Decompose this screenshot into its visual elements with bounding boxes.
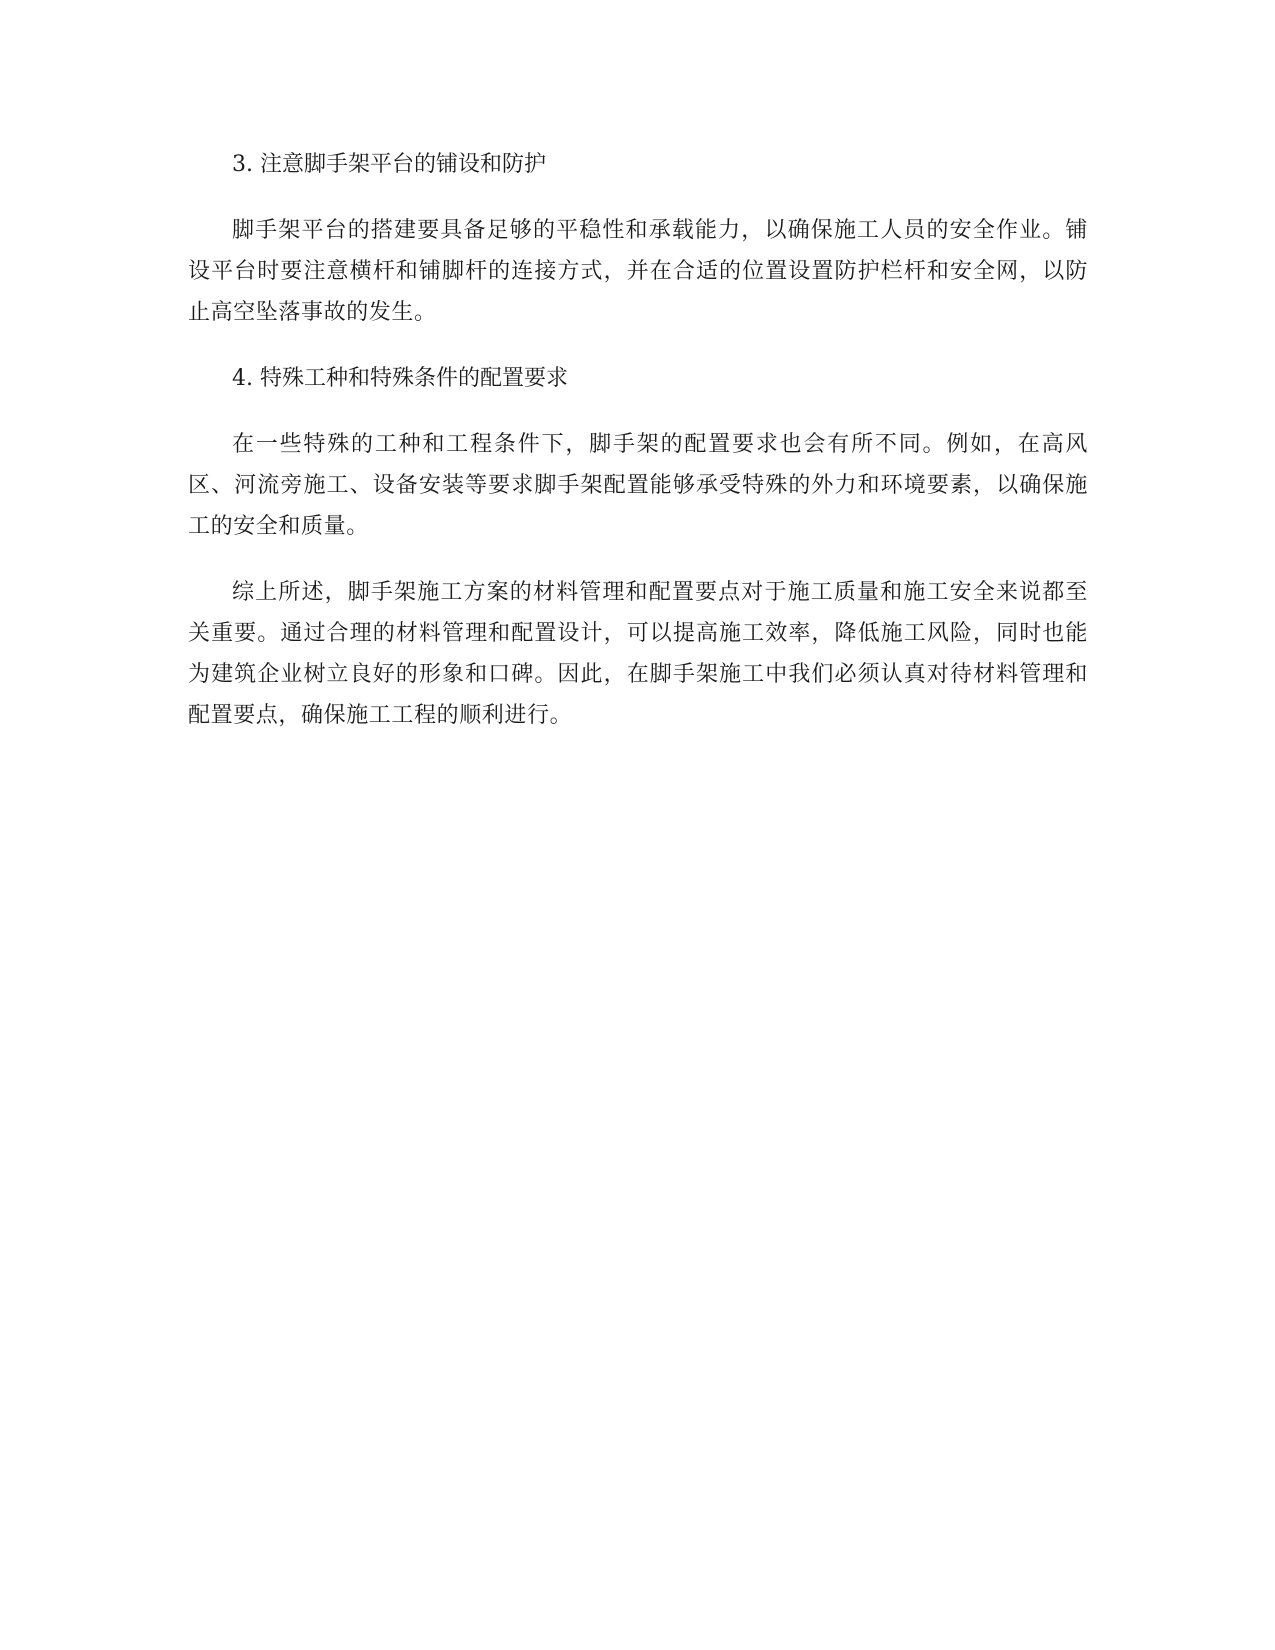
document-body <box>188 144 1088 761</box>
conclusion-paragraph: 综上所述，脚手架施工方案的材料管理和配置要点对于施工质量和施工安全来说都至关重要。通过合理的材料管理和配置设计，可以提高施工效率，降低施工风险，同时也能为建筑企业树立良好的形象和口碑。因此，在脚手架施工中我们必须认真对待材料管理和配置要点，确保施工工程的顺利进行。 <box>188 580 1088 728</box>
section-heading-4: 4. 特殊工种和特殊条件的配置要求 <box>232 366 568 391</box>
section-heading-3: 3. 注意脚手架平台的铺设和防护 <box>232 152 546 177</box>
section-paragraph-3: 脚手架平台的搭建要具备足够的平稳性和承载能力，以确保施工人员的安全作业。铺设平台时要注意横杆和铺脚杆的连接方式，并在合适的位置设置防护栏杆和安全网，以防止高空坠落事故的发生。 <box>188 218 1088 325</box>
section-paragraph-4: 在一些特殊的工种和工程条件下，脚手架的配置要求也会有所不同。例如，在高风区、河流旁施工、设备安装等要求脚手架配置能够承受特殊的外力和环境要素，以确保施工的安全和质量。 <box>188 432 1088 539</box>
